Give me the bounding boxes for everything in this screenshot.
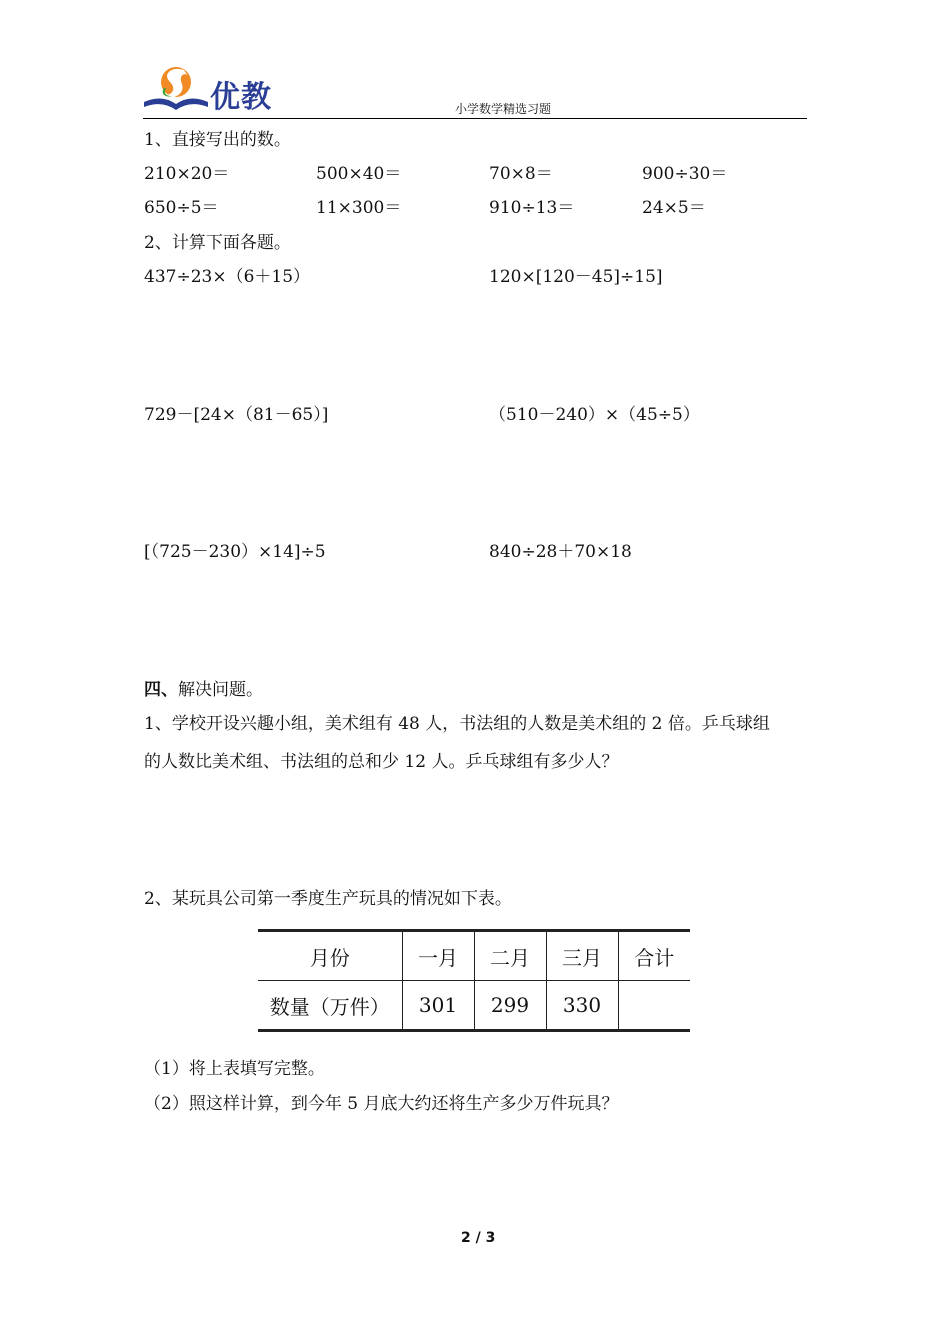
table-header-cell: 月份 (258, 931, 402, 981)
table-cell-blank (618, 981, 690, 1031)
oral-calc-item: 24×5＝ (642, 198, 706, 218)
section2-heading: 2、计算下面各题。 (144, 233, 291, 253)
oral-calc-item: 210×20＝ (144, 164, 230, 184)
oral-calc-item: 910÷13＝ (489, 198, 575, 218)
page-number: 2 / 3 (461, 1230, 496, 1246)
calc-problem: 437÷23×（6＋15） (144, 267, 311, 287)
table-cell: 数量（万件） (258, 981, 402, 1031)
calc-problem: [（725－230）×14]÷5 (144, 542, 326, 562)
table-header-cell: 一月 (402, 931, 474, 981)
toy-production-table (258, 929, 690, 1032)
oral-calc-item: 11×300＝ (316, 198, 402, 218)
header-rule (143, 118, 807, 119)
calc-problem: 840÷28＋70×18 (489, 542, 632, 562)
calc-problem: 729－[24×（81－65）] (144, 405, 329, 425)
calc-problem: 120×[120－45]÷15] (489, 267, 663, 287)
section4-number: 四、 (144, 680, 178, 700)
question2-intro: 2、某玩具公司第一季度生产玩具的情况如下表。 (144, 889, 512, 909)
section4-title: 解决问题。 (178, 680, 263, 700)
table-cell: 299 (474, 981, 546, 1031)
section4-heading (144, 679, 263, 701)
sub-question-1: （1）将上表填写完整。 (144, 1059, 325, 1079)
table-header-cell: 二月 (474, 931, 546, 981)
table-header-cell: 合计 (618, 931, 690, 981)
oral-calc-item: 650÷5＝ (144, 198, 219, 218)
sub-question-2: （2）照这样计算，到今年 5 月底大约还将生产多少万件玩具？ (144, 1094, 619, 1114)
oral-calc-item: 900÷30＝ (642, 164, 728, 184)
table-row (258, 981, 690, 1031)
oral-calc-item: 70×8＝ (489, 164, 553, 184)
question1-line: 1、学校开设兴趣小组，美术组有 48 人，书法组的人数是美术组的 2 倍。乒乓球组 (144, 714, 770, 734)
oral-calc-item: 500×40＝ (316, 164, 402, 184)
table-cell: 330 (546, 981, 618, 1031)
table-header-row (258, 931, 690, 981)
section1-heading: 1、直接写出的数。 (144, 130, 291, 150)
logo-text: 优教 (210, 80, 272, 115)
calc-problem: （510－240）×（45÷5） (489, 405, 700, 425)
table-header-cell: 三月 (546, 931, 618, 981)
table-cell: 301 (402, 981, 474, 1031)
question1-line: 的人数比美术组、书法组的总和少 12 人。乒乓球组有多少人？ (144, 752, 619, 772)
header-title: 小学数学精选习题 (455, 102, 552, 116)
